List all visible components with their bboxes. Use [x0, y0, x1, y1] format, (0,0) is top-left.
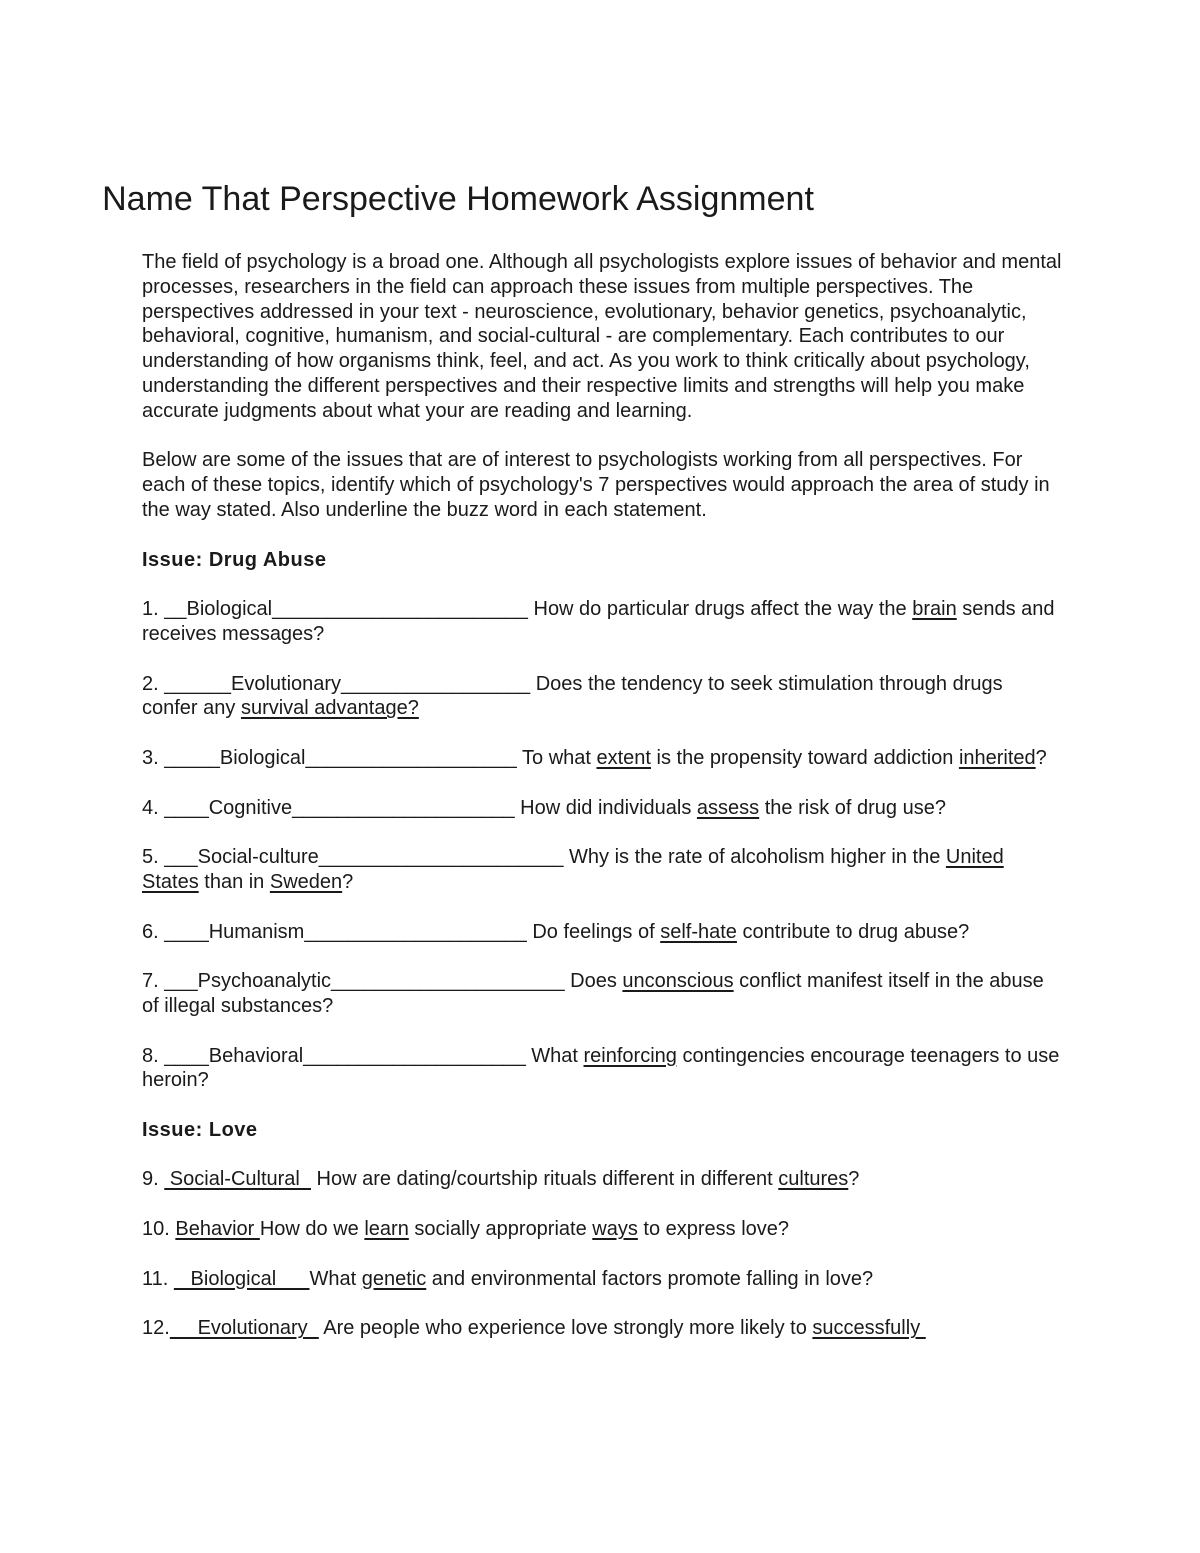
- question-10: 10. Behavior How do we learn socially appropriate ways to express love?: [142, 1218, 790, 1241]
- document-body: [142, 250, 1062, 1341]
- buzz-word: Sweden: [269, 870, 343, 893]
- answer-blank: Behavior: [175, 1218, 260, 1241]
- buzz-word: survival advantage?: [240, 697, 419, 720]
- instructions-paragraph: Below are some of the issues that are of interest to psychologists working from all perspectives. For each of these topics, identify which of psychology's 7 perspectives would approach the area of study in the way stated. Also underline the buzz word in each statement.: [142, 449, 1050, 521]
- answer-blank: ____Humanism____________________: [164, 920, 527, 943]
- buzz-word: unconscious: [622, 970, 734, 993]
- answer-blank: ____Behavioral____________________: [164, 1044, 526, 1067]
- buzz-word: United States: [142, 846, 1004, 893]
- issue-heading-drug-abuse: Issue: Drug Abuse: [142, 548, 327, 571]
- question-number: 4.: [142, 796, 165, 819]
- answer-blank: ______Evolutionary_________________: [164, 672, 531, 695]
- buzz-word: successfully: [812, 1317, 926, 1340]
- answer-blank: ___Psychoanalytic_____________________: [164, 970, 565, 993]
- buzz-word: cultures: [778, 1168, 849, 1191]
- question-11: 11. Biological What genetic and environmental factors promote falling in love?: [142, 1267, 874, 1290]
- answer-blank: Biological: [173, 1267, 310, 1290]
- buzz-word: learn: [364, 1218, 409, 1241]
- question-number: 8.: [142, 1044, 165, 1067]
- buzz-word: brain: [912, 598, 957, 621]
- question-number: 11.: [142, 1267, 174, 1290]
- buzz-word: self-hate: [660, 920, 737, 943]
- question-number: 2.: [142, 672, 165, 695]
- buzz-word: reinforcing: [583, 1044, 677, 1067]
- question-6: 6. ____Humanism____________________ Do feelings of self-hate contribute to drug abuse?: [142, 920, 970, 943]
- answer-blank: ___Social-culture______________________: [164, 846, 564, 869]
- question-7: 7. ___Psychoanalytic_____________________ Does unconscious conflict manifest itself in the abuse of illegal substances?: [142, 970, 1044, 1017]
- buzz-word: inherited: [958, 746, 1036, 769]
- answer-blank: Evolutionary: [169, 1317, 319, 1340]
- question-number: 1.: [142, 598, 165, 621]
- question-8: 8. ____Behavioral____________________ What reinforcing contingencies encourage teenagers to use heroin?: [142, 1044, 1060, 1092]
- question-12: 12. Evolutionary Are people who experience love strongly more likely to successfully: [142, 1317, 926, 1340]
- question-number: 7.: [142, 970, 165, 993]
- buzz-word: assess: [696, 796, 760, 819]
- answer-blank: ____Cognitive____________________: [164, 796, 515, 819]
- question-number: 3.: [142, 746, 165, 769]
- question-3: 3. _____Biological___________________ To what extent is the propensity toward addiction inherited?: [142, 746, 1047, 769]
- question-number: 5.: [142, 846, 165, 869]
- question-1: 1. __Biological_______________________ How do particular drugs affect the way the brain sends and receives messages?: [142, 598, 1055, 645]
- question-number: 6.: [142, 920, 165, 943]
- answer-blank: __Biological_______________________: [164, 598, 528, 621]
- buzz-word: genetic: [361, 1267, 427, 1290]
- question-4: 4. ____Cognitive____________________ How did individuals assess the risk of drug use?: [142, 796, 946, 819]
- question-number: 10.: [142, 1218, 176, 1241]
- buzz-word: ways: [592, 1218, 638, 1241]
- question-5: 5. ___Social-culture______________________ Why is the rate of alcoholism higher in the United States than in Sweden?: [142, 846, 1004, 893]
- question-number: 12.: [142, 1317, 170, 1340]
- question-number: 9.: [142, 1168, 165, 1191]
- page-title: Name That Perspective Homework Assignment: [102, 180, 814, 218]
- question-9: 9. Social-Cultural How are dating/courtship rituals different in different cultures?: [142, 1168, 860, 1191]
- buzz-word: extent: [596, 746, 651, 769]
- intro-paragraph: The field of psychology is a broad one. Although all psychologists explore issues of behavior and mental processes, researchers in the field can approach these issues from multiple perspectives. The perspectives addressed in your text - neuroscience, evolutionary, behavior genetics, psychoanalytic, behavioral, cognitive, humanism, and social-cultural - are complementary. Each contributes to our understanding of how organisms think, feel, and act. As you work to think critically about psychology, understanding the different perspectives and their respective limits and strengths will help you make accurate judgments about what your are reading and learning.: [142, 251, 1062, 422]
- answer-blank: Social-Cultural: [164, 1168, 311, 1191]
- answer-blank: _____Biological___________________: [164, 746, 517, 769]
- question-2: 2. ______Evolutionary_________________ Does the tendency to seek stimulation through drugs confer any survival advantage?: [142, 672, 1003, 720]
- issue-heading-love: Issue: Love: [142, 1118, 258, 1141]
